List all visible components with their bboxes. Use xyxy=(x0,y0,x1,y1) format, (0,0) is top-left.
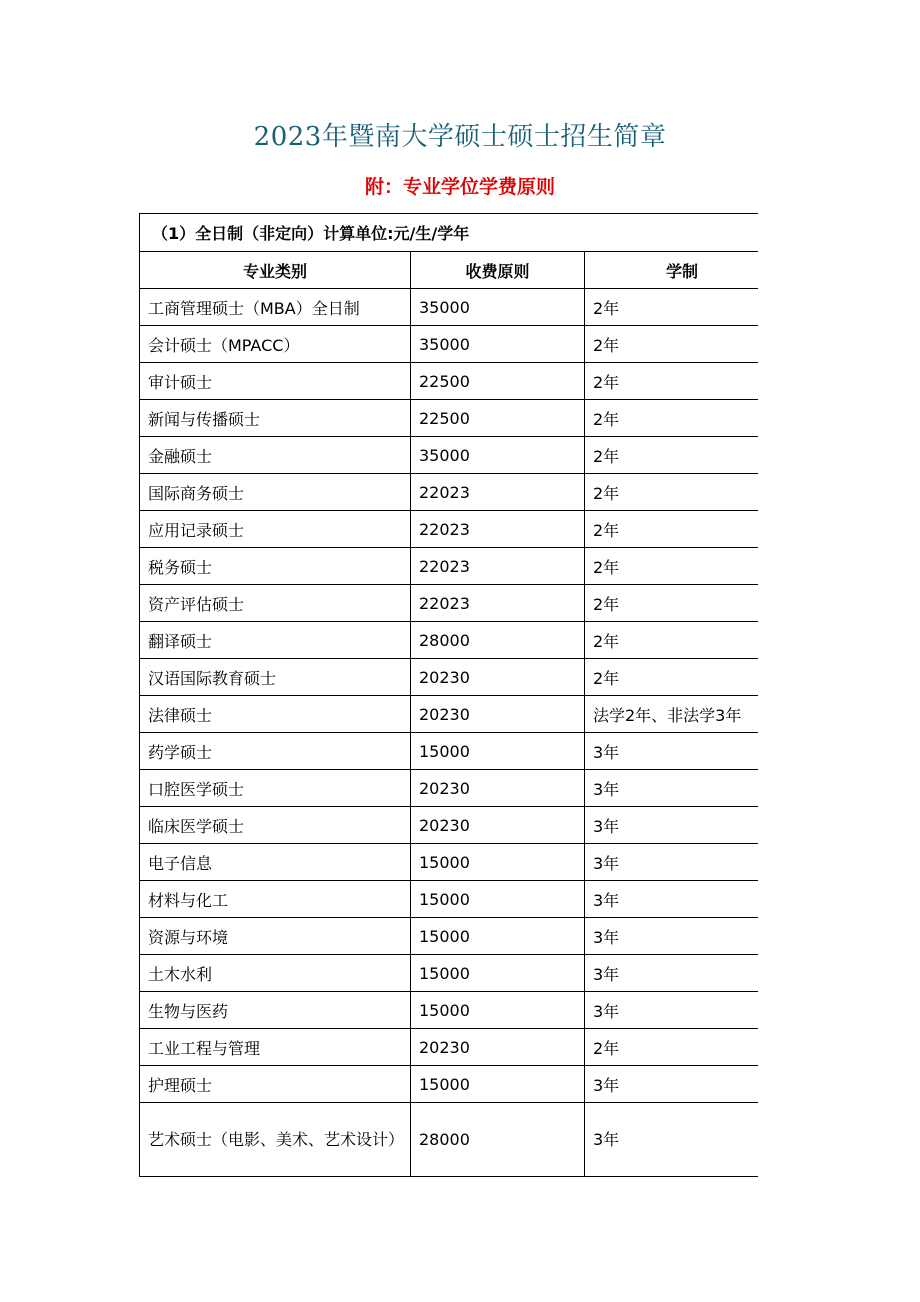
tuition-table-container xyxy=(139,213,758,1185)
cell-major: 国际商务硕士 xyxy=(140,474,411,511)
cell-fee: 22023 xyxy=(411,511,585,548)
cell-duration: 2年 xyxy=(585,363,759,400)
cell-fee: 15000 xyxy=(411,1066,585,1103)
table-row xyxy=(140,289,759,326)
cell-fee: 28000 xyxy=(411,1103,585,1177)
table-row xyxy=(140,992,759,1029)
document-subtitle: 附：专业学位学费原则 xyxy=(364,176,555,198)
cell-duration: 3年 xyxy=(585,844,759,881)
cell-fee: 15000 xyxy=(411,918,585,955)
cell-major: 护理硕士 xyxy=(140,1066,411,1103)
header-major: 专业类别 xyxy=(140,252,411,289)
cell-fee: 35000 xyxy=(411,326,585,363)
cell-fee: 22500 xyxy=(411,363,585,400)
cell-duration: 3年 xyxy=(585,1103,759,1177)
cell-major: 金融硕士 xyxy=(140,437,411,474)
cell-fee: 35000 xyxy=(411,289,585,326)
cell-fee: 15000 xyxy=(411,992,585,1029)
header-duration: 学制 xyxy=(585,252,759,289)
table-row xyxy=(140,770,759,807)
table-row xyxy=(140,733,759,770)
table-row xyxy=(140,400,759,437)
cell-fee: 28000 xyxy=(411,622,585,659)
cell-major: 税务硕士 xyxy=(140,548,411,585)
table-row xyxy=(140,844,759,881)
cell-duration: 2年 xyxy=(585,437,759,474)
cell-major: 汉语国际教育硕士 xyxy=(140,659,411,696)
cell-major: 工商管理硕士（MBA）全日制 xyxy=(140,289,411,326)
table-row xyxy=(140,326,759,363)
cell-major: 工业工程与管理 xyxy=(140,1029,411,1066)
cell-major: 审计硕士 xyxy=(140,363,411,400)
cell-major: 资源与环境 xyxy=(140,918,411,955)
cell-major: 临床医学硕士 xyxy=(140,807,411,844)
cell-duration: 3年 xyxy=(585,807,759,844)
cell-fee: 20230 xyxy=(411,696,585,733)
table-row xyxy=(140,918,759,955)
cell-duration: 3年 xyxy=(585,992,759,1029)
cell-major: 土木水利 xyxy=(140,955,411,992)
cell-major: 翻译硕士 xyxy=(140,622,411,659)
table-row xyxy=(140,622,759,659)
cell-major: 生物与医药 xyxy=(140,992,411,1029)
cell-fee: 35000 xyxy=(411,437,585,474)
table-row xyxy=(140,1066,759,1103)
cell-major: 艺术硕士（电影、美术、艺术设计） xyxy=(140,1103,411,1177)
cell-duration: 2年 xyxy=(585,585,759,622)
table-row xyxy=(140,659,759,696)
table-row xyxy=(140,437,759,474)
cell-duration: 2年 xyxy=(585,1029,759,1066)
cell-duration: 2年 xyxy=(585,400,759,437)
header-fee: 收费原则 xyxy=(411,252,585,289)
cell-fee: 15000 xyxy=(411,881,585,918)
table-row xyxy=(140,474,759,511)
cell-fee: 22023 xyxy=(411,548,585,585)
cell-fee: 20230 xyxy=(411,1029,585,1066)
cell-major: 电子信息 xyxy=(140,844,411,881)
table-row xyxy=(140,548,759,585)
cell-duration: 2年 xyxy=(585,548,759,585)
cell-duration: 2年 xyxy=(585,622,759,659)
cell-major: 资产评估硕士 xyxy=(140,585,411,622)
cell-fee: 15000 xyxy=(411,955,585,992)
table-row xyxy=(140,881,759,918)
tuition-table xyxy=(139,213,758,1177)
cell-duration: 3年 xyxy=(585,1066,759,1103)
cell-fee: 22023 xyxy=(411,474,585,511)
cell-duration: 3年 xyxy=(585,955,759,992)
table-row xyxy=(140,696,759,733)
cell-major: 口腔医学硕士 xyxy=(140,770,411,807)
cell-fee: 22500 xyxy=(411,400,585,437)
table-row xyxy=(140,363,759,400)
cell-major: 材料与化工 xyxy=(140,881,411,918)
cell-fee: 20230 xyxy=(411,770,585,807)
cell-fee: 15000 xyxy=(411,733,585,770)
document-title: 2023年暨南大学硕士硕士招生简章 xyxy=(253,122,667,152)
header-row xyxy=(140,252,759,289)
table-row xyxy=(140,511,759,548)
cell-duration: 3年 xyxy=(585,770,759,807)
cell-major: 药学硕士 xyxy=(140,733,411,770)
cell-duration: 3年 xyxy=(585,733,759,770)
cell-duration: 2年 xyxy=(585,511,759,548)
cell-duration: 2年 xyxy=(585,289,759,326)
cell-duration: 2年 xyxy=(585,326,759,363)
section-row xyxy=(140,214,759,252)
table-row xyxy=(140,955,759,992)
cell-duration: 3年 xyxy=(585,918,759,955)
cell-fee: 15000 xyxy=(411,844,585,881)
cell-duration: 3年 xyxy=(585,881,759,918)
table-row xyxy=(140,807,759,844)
cell-major: 应用记录硕士 xyxy=(140,511,411,548)
cell-major: 新闻与传播硕士 xyxy=(140,400,411,437)
table-row xyxy=(140,585,759,622)
cell-fee: 20230 xyxy=(411,659,585,696)
cell-major: 会计硕士（MPACC） xyxy=(140,326,411,363)
table-row xyxy=(140,1029,759,1066)
cell-fee: 20230 xyxy=(411,807,585,844)
cell-major: 法律硕士 xyxy=(140,696,411,733)
cell-duration: 法学2年、非法学3年 xyxy=(585,696,759,733)
cell-duration: 2年 xyxy=(585,659,759,696)
cell-fee: 22023 xyxy=(411,585,585,622)
cell-duration: 2年 xyxy=(585,474,759,511)
table-row xyxy=(140,1103,759,1177)
section-title: （1）全日制（非定向）计算单位:元/生/学年 xyxy=(140,214,759,252)
